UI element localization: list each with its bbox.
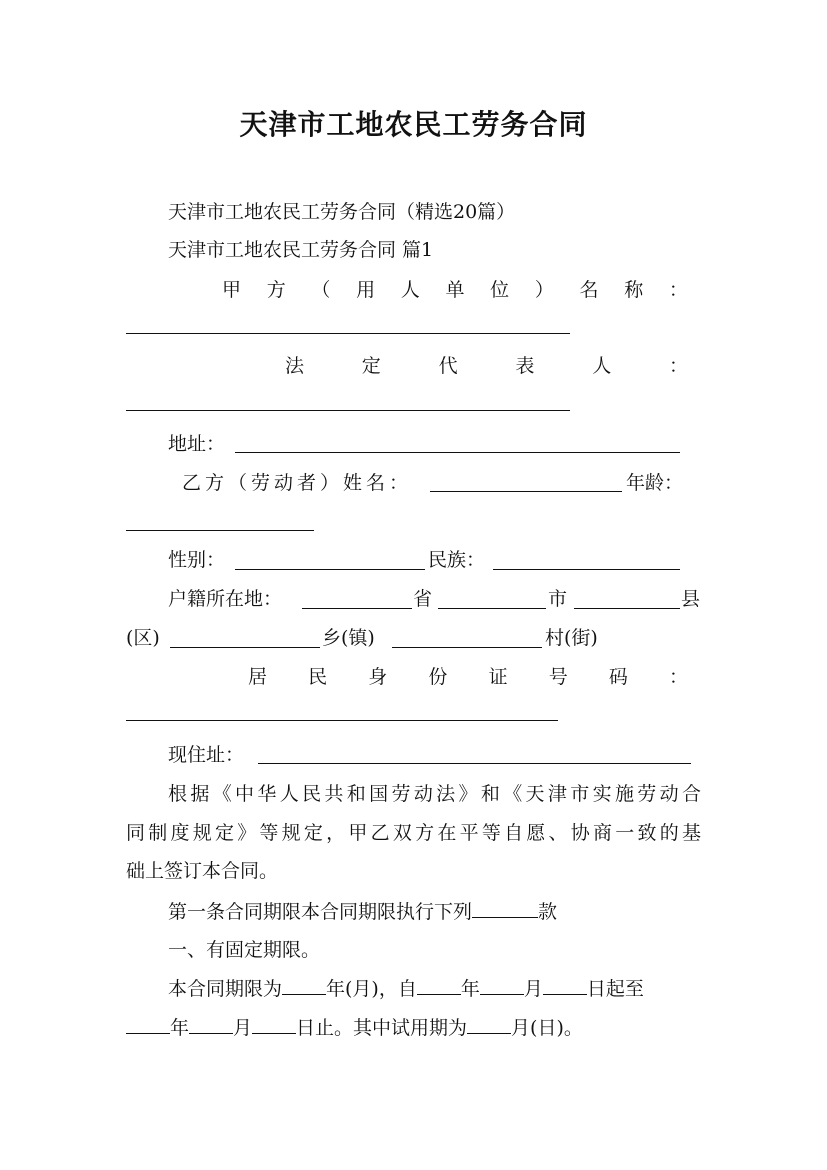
village-text: 村(街) [545, 627, 598, 649]
char: ： [668, 355, 688, 377]
char: ： [668, 279, 688, 301]
gender-label: 性别： [168, 549, 226, 571]
term-blank[interactable] [282, 976, 326, 995]
township-blank[interactable] [392, 647, 542, 648]
intro-line: 天津市工地农民工劳务合同（精选20篇） [168, 201, 516, 223]
hukou-label: 户籍所在地： [168, 588, 283, 610]
day-from-text: 日起至 [586, 978, 644, 1000]
province-blank[interactable] [302, 608, 412, 609]
probation-blank[interactable] [467, 1015, 511, 1034]
article-1-text: 第一条合同期限本合同期限执行下列 [168, 901, 473, 923]
start-month-blank[interactable] [480, 976, 524, 995]
char: 码 [608, 666, 628, 688]
char: 法 [285, 355, 305, 377]
document-title: 天津市工地农民工劳务合同 [239, 108, 588, 141]
ethnicity-blank[interactable] [493, 569, 680, 570]
month-text: 月 [233, 1017, 253, 1039]
char: 称 [624, 279, 644, 301]
char: 位 [490, 279, 510, 301]
char: ） [534, 279, 554, 301]
end-day-blank[interactable] [252, 1015, 296, 1034]
end-year-blank[interactable] [126, 1015, 170, 1034]
char: 居 [248, 666, 268, 688]
basis-line-2: 同制度规定》等规定，甲乙双方在平等自愿、协商一致的基 [126, 822, 701, 844]
char: ： [668, 666, 688, 688]
legal-rep-label [285, 354, 688, 378]
current-address-blank[interactable] [258, 763, 691, 764]
char: 证 [488, 666, 508, 688]
county-text: 县 [681, 588, 701, 610]
year-text: 年 [170, 1017, 190, 1039]
char: 身 [368, 666, 388, 688]
char: 方 [266, 279, 286, 301]
end-month-blank[interactable] [189, 1015, 233, 1034]
char: 民 [308, 666, 328, 688]
char: 名 [579, 279, 599, 301]
char: 代 [438, 355, 458, 377]
article-1-blank[interactable] [472, 899, 538, 918]
age-blank[interactable] [126, 530, 314, 531]
basis-line-3: 础上签订本合同。 [126, 860, 279, 882]
id-number-blank[interactable] [126, 720, 558, 721]
age-label: 年龄： [626, 472, 684, 494]
ethnicity-label: 民族： [428, 549, 486, 571]
char: 人 [400, 279, 420, 301]
article-1-end: 款 [538, 901, 558, 923]
article-1-line [168, 899, 701, 924]
party-a-name-label [222, 278, 688, 302]
char: 用 [356, 279, 376, 301]
part-heading: 天津市工地农民工劳务合同 篇1 [168, 239, 434, 261]
char: 甲 [222, 279, 242, 301]
year-text: 年 [460, 978, 480, 1000]
until-text: 日止。其中试用期为 [296, 1017, 468, 1039]
party-a-address-blank[interactable] [235, 452, 680, 453]
id-number-label [248, 665, 688, 689]
party-a-name-blank[interactable] [126, 333, 570, 334]
party-b-name-label: 乙方（劳动者）姓名： [182, 472, 413, 494]
city-blank[interactable] [438, 608, 546, 609]
basis-line-1: 根据《中华人民共和国劳动法》和《天津市实施劳动合 [168, 783, 701, 805]
start-day-blank[interactable] [543, 976, 587, 995]
county-blank[interactable] [574, 608, 680, 609]
char: 人 [592, 355, 612, 377]
party-b-name-blank[interactable] [430, 491, 622, 492]
char: 表 [515, 355, 535, 377]
char: 份 [428, 666, 448, 688]
start-year-blank[interactable] [417, 976, 461, 995]
gender-blank[interactable] [235, 569, 425, 570]
province-text: 省 [413, 588, 433, 610]
char: 单 [445, 279, 465, 301]
month-text: 月 [523, 978, 543, 1000]
term-line-1 [168, 976, 708, 1001]
city-text: 市 [548, 588, 568, 610]
district-blank[interactable] [170, 647, 320, 648]
legal-rep-blank[interactable] [126, 410, 570, 411]
term-line-2 [126, 1015, 701, 1040]
char: 定 [361, 355, 381, 377]
item-1-line: 一、有固定期限。 [168, 939, 321, 961]
term-text: 本合同期限为 [168, 978, 283, 1000]
district-text: (区) [126, 627, 160, 649]
term-unit: 年(月)，自 [326, 978, 417, 1000]
address-label: 地址： [168, 433, 226, 455]
char: （ [311, 279, 331, 301]
char: 号 [548, 666, 568, 688]
current-address-label: 现住址： [168, 744, 245, 766]
probation-unit: 月(日)。 [511, 1017, 583, 1039]
township-text: 乡(镇) [322, 627, 375, 649]
